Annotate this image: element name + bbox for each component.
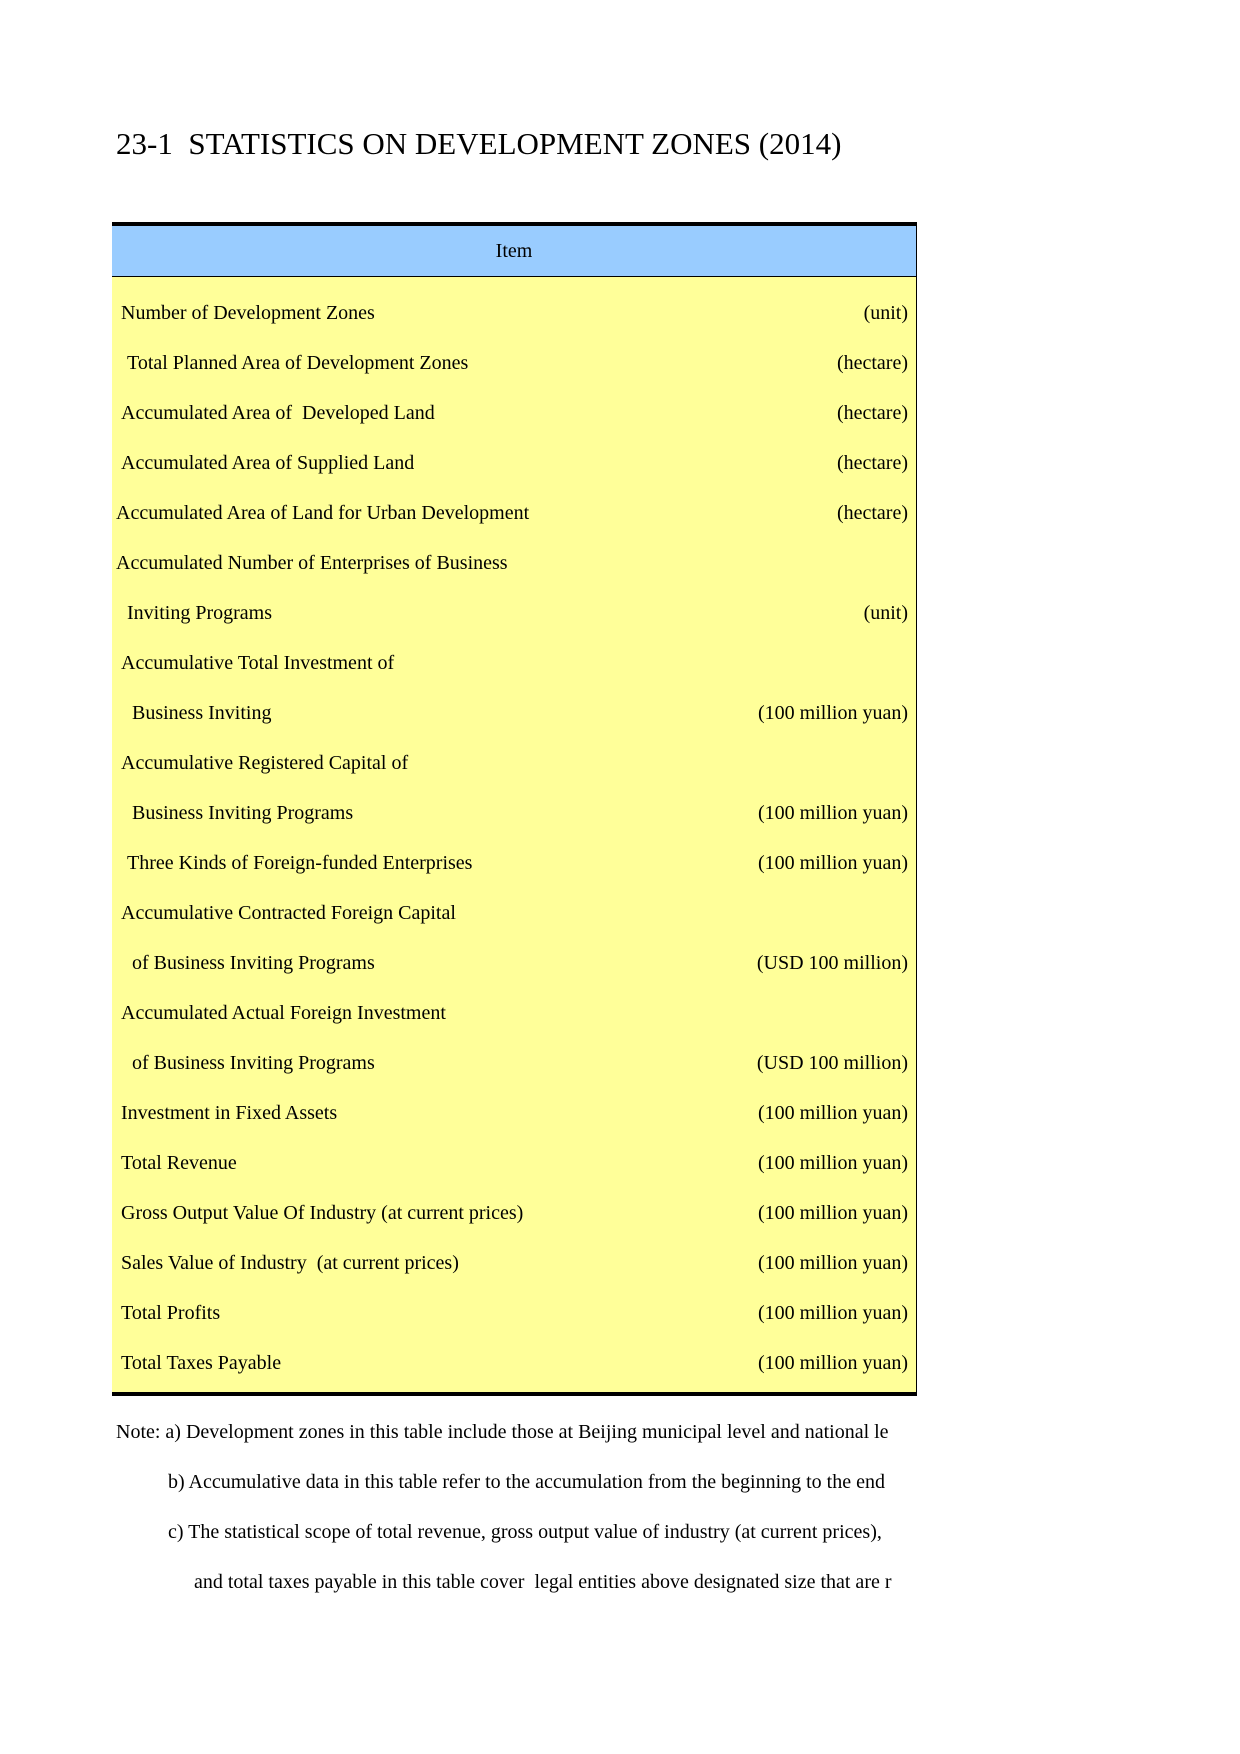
table-row: [112, 1238, 916, 1288]
table-row: [112, 738, 916, 788]
row-unit: (100 million yuan): [758, 1201, 908, 1224]
note-b: b) Accumulative data in this table refer to the accumulation from the beginning to the end: [168, 1471, 885, 1493]
page-title: 23-1 STATISTICS ON DEVELOPMENT ZONES (2014): [116, 126, 842, 161]
row-label: Accumulated Area of Developed Land: [121, 401, 435, 424]
row-unit: (USD 100 million): [756, 951, 908, 974]
table-row: [112, 1188, 916, 1238]
row-label: Accumulated Number of Enterprises of Business: [116, 551, 508, 574]
row-label: Accumulative Registered Capital of: [121, 751, 409, 774]
row-label: Accumulated Actual Foreign Investment: [121, 1001, 446, 1024]
row-label: Gross Output Value Of Industry (at current prices): [121, 1201, 524, 1224]
row-unit: (100 million yuan): [758, 801, 908, 824]
table-row: [112, 438, 916, 488]
row-unit: (unit): [863, 601, 908, 624]
row-label: Business Inviting: [132, 701, 272, 724]
row-label: Total Profits: [121, 1301, 221, 1324]
row-label: Business Inviting Programs: [132, 801, 354, 824]
row-label: of Business Inviting Programs: [132, 951, 375, 974]
table-row: [112, 688, 916, 738]
row-unit: (hectare): [836, 501, 908, 524]
table-row: [112, 1138, 916, 1188]
note-a: Note: a) Development zones in this table include those at Beijing municipal level and national le: [116, 1421, 889, 1443]
note-c-line2: and total taxes payable in this table cover legal entities above designated size that are r: [194, 1571, 892, 1593]
table-row: [112, 1038, 916, 1088]
row-unit: (100 million yuan): [758, 851, 908, 874]
row-label: Three Kinds of Foreign-funded Enterprises: [127, 851, 473, 874]
table-row: [112, 338, 916, 388]
table-row: [112, 938, 916, 988]
row-label: Total Taxes Payable: [121, 1351, 282, 1374]
statistics-table: [112, 222, 917, 1396]
row-label: Accumulated Area of Land for Urban Development: [116, 501, 530, 524]
row-label: of Business Inviting Programs: [132, 1051, 375, 1074]
row-unit: (hectare): [836, 351, 908, 374]
row-label: Sales Value of Industry (at current prices): [121, 1251, 459, 1274]
row-unit: (100 million yuan): [758, 1251, 908, 1274]
row-label: Accumulative Contracted Foreign Capital: [121, 901, 456, 924]
note-c-line1: c) The statistical scope of total revenue, gross output value of industry (at current prices),: [168, 1521, 882, 1543]
table-row: [112, 1338, 916, 1388]
table-row: [112, 1288, 916, 1338]
table-row: [112, 1088, 916, 1138]
table-row: [112, 588, 916, 638]
row-unit: (hectare): [836, 451, 908, 474]
table-row: [112, 788, 916, 838]
row-label: Number of Development Zones: [121, 301, 375, 324]
row-unit: (100 million yuan): [758, 1301, 908, 1324]
table-row: [112, 888, 916, 938]
row-unit: (100 million yuan): [758, 701, 908, 724]
table-row: [112, 288, 916, 338]
row-unit: (unit): [863, 301, 908, 324]
row-label: Total Revenue: [121, 1151, 237, 1174]
row-unit: (USD 100 million): [756, 1051, 908, 1074]
table-row: [112, 538, 916, 588]
row-label: Accumulative Total Investment of: [121, 651, 395, 674]
row-unit: (100 million yuan): [758, 1151, 908, 1174]
table-row: [112, 988, 916, 1038]
row-unit: (100 million yuan): [758, 1101, 908, 1124]
table-row: [112, 638, 916, 688]
row-unit: (100 million yuan): [758, 1351, 908, 1374]
row-unit: (hectare): [836, 401, 908, 424]
row-label: Accumulated Area of Supplied Land: [121, 451, 415, 474]
table-row: [112, 488, 916, 538]
table-row: [112, 388, 916, 438]
row-label: Total Planned Area of Development Zones: [127, 351, 469, 374]
table-header-item: Item: [112, 226, 916, 277]
row-label: Investment in Fixed Assets: [121, 1101, 338, 1124]
table-row: [112, 838, 916, 888]
row-label: Inviting Programs: [127, 601, 272, 624]
